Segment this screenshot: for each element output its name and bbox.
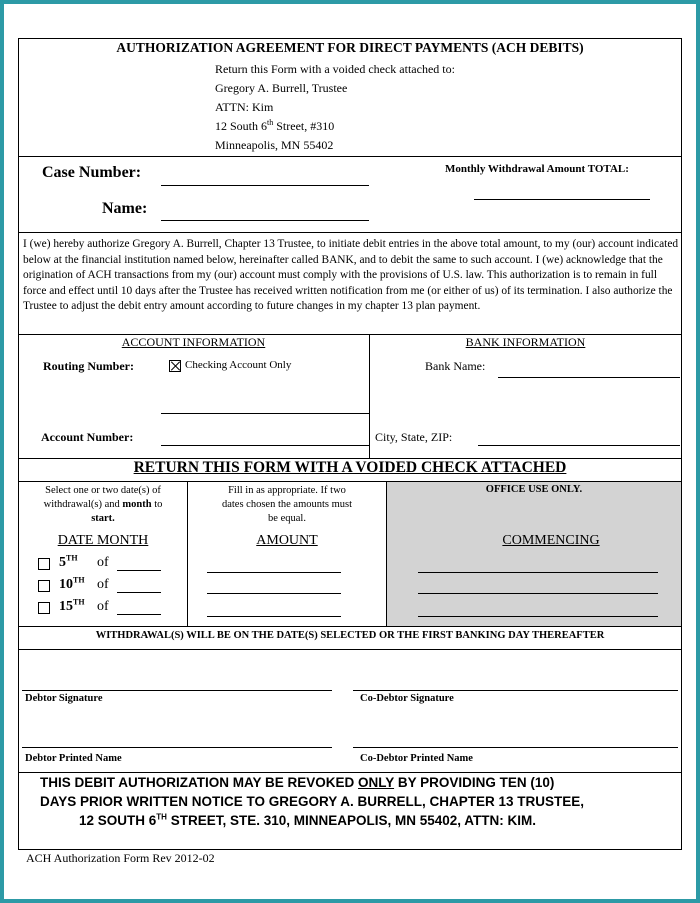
date-10th-number: 10 bbox=[59, 577, 73, 592]
addressee-attn: ATTN: Kim bbox=[215, 100, 274, 114]
bank-name-field[interactable] bbox=[498, 377, 680, 378]
date-instruction-line bbox=[18, 498, 188, 512]
commencing-field-1 bbox=[418, 572, 658, 573]
withdrawal-note: WITHDRAWAL(S) WILL BE ON THE DATE(S) SELECTED OR THE FIRST BANKING DAY THEREAFTER bbox=[95, 630, 605, 641]
debtor-printed-name-line[interactable] bbox=[22, 747, 332, 748]
form-title: AUTHORIZATION AGREEMENT FOR DIRECT PAYMENTS (ACH DEBITS) bbox=[116, 40, 584, 55]
date-5th-of: of bbox=[97, 555, 109, 570]
revocation-post: BY PROVIDING TEN (10) bbox=[394, 775, 555, 790]
date-instruction-line: start. bbox=[91, 513, 115, 524]
account-information-heading: ACCOUNT INFORMATION bbox=[121, 335, 266, 349]
date-5th-sup: TH bbox=[66, 553, 78, 563]
checking-account-label: Checking Account Only bbox=[185, 359, 292, 371]
amount-header: AMOUNT bbox=[256, 533, 318, 548]
commencing-field-2 bbox=[418, 593, 658, 594]
street-suffix: Street, #310 bbox=[273, 119, 335, 133]
date-10th-of: of bbox=[97, 577, 109, 592]
case-number-label: Case Number: bbox=[42, 164, 142, 181]
commencing-header: COMMENCING bbox=[502, 533, 600, 548]
codebtor-signature-line[interactable] bbox=[353, 690, 678, 691]
date-5th-label bbox=[59, 555, 78, 571]
bank-name-label: Bank Name: bbox=[425, 359, 486, 373]
commencing-field-3 bbox=[418, 616, 658, 617]
date-10th-sup: TH bbox=[73, 575, 85, 585]
divider bbox=[18, 772, 682, 773]
revocation-line-1 bbox=[40, 775, 554, 790]
date-instruction-line: Select one or two date(s) of bbox=[45, 485, 161, 496]
return-instruction: Return this Form with a voided check attached to: bbox=[215, 62, 455, 76]
date-instruction-pre: withdrawal(s) and bbox=[43, 499, 123, 510]
amount-instructions bbox=[188, 484, 386, 526]
revocation-address-post: STREET, STE. 310, MINNEAPOLIS, MN 55402, ATTN: KIM. bbox=[166, 813, 537, 828]
monthly-withdrawal-field[interactable] bbox=[474, 199, 650, 200]
date-15th-label bbox=[59, 599, 85, 615]
office-use-heading: OFFICE USE ONLY. bbox=[485, 484, 583, 495]
date-5th-checkbox[interactable] bbox=[38, 558, 50, 570]
codebtor-signature-label: Co-Debtor Signature bbox=[360, 693, 454, 704]
debtor-printed-name-label: Debtor Printed Name bbox=[25, 753, 122, 764]
revocation-pre: THIS DEBIT AUTHORIZATION MAY BE REVOKED bbox=[40, 775, 359, 790]
routing-number-field[interactable] bbox=[161, 413, 369, 414]
divider bbox=[18, 649, 682, 650]
date-instructions bbox=[18, 484, 188, 526]
date-15th-of: of bbox=[97, 599, 109, 614]
revocation-only: ONLY bbox=[358, 775, 395, 790]
account-bank-divider bbox=[369, 334, 370, 458]
account-number-field[interactable] bbox=[161, 445, 369, 446]
bank-information-heading: BANK INFORMATION bbox=[465, 335, 586, 349]
addressee-name: Gregory A. Burrell, Trustee bbox=[215, 81, 348, 95]
authorization-paragraph: I (we) hereby authorize Gregory A. Burrell, Chapter 13 Trustee, to initiate debit entries in the above total amount, to my (our) account indicated below at the financial institution named below, hereinafter called BANK, and to debit the same to such account. I (we) acknowledge that the origination of ACH transactions from my (our) account must comply with the provisions of U.S. law. This authorization is to remain in full force and effect until 10 days after the Trustee has received written notification from me (or either of us) of its termination. I also authorize the Trustee to adjust the debit entry amount according to future changes in my chapter 13 plan payment. bbox=[23, 238, 679, 312]
debtor-signature-line[interactable] bbox=[22, 690, 332, 691]
codebtor-printed-name-line[interactable] bbox=[353, 747, 678, 748]
addressee-city: Minneapolis, MN 55402 bbox=[215, 138, 334, 152]
revocation-line-3 bbox=[79, 813, 536, 828]
divider bbox=[18, 232, 682, 233]
street-prefix: 12 South 6 bbox=[215, 119, 268, 133]
date-month-header: DATE MONTH bbox=[57, 533, 149, 548]
street-sup: th bbox=[267, 118, 274, 127]
city-state-zip-label: City, State, ZIP: bbox=[375, 430, 453, 444]
amount-field-2[interactable] bbox=[207, 593, 341, 594]
office-use-shaded-area bbox=[387, 482, 681, 626]
date-15th-number: 15 bbox=[59, 599, 73, 614]
date-instruction-post: to bbox=[151, 499, 163, 510]
checking-account-checkbox[interactable] bbox=[169, 360, 181, 372]
date-5th-number: 5 bbox=[59, 555, 66, 570]
date-10th-month-field[interactable] bbox=[117, 592, 161, 593]
monthly-withdrawal-label: Monthly Withdrawal Amount TOTAL: bbox=[445, 163, 629, 175]
date-instruction-month: month bbox=[122, 499, 152, 510]
revocation-address-sup: TH bbox=[156, 812, 167, 822]
return-form-banner: RETURN THIS FORM WITH A VOIDED CHECK ATTACHED bbox=[133, 459, 567, 476]
city-state-zip-field[interactable] bbox=[478, 445, 680, 446]
date-15th-month-field[interactable] bbox=[117, 614, 161, 615]
date-15th-checkbox[interactable] bbox=[38, 602, 50, 614]
codebtor-printed-name-label: Co-Debtor Printed Name bbox=[360, 753, 473, 764]
amount-instruction-line: be equal. bbox=[268, 513, 306, 524]
routing-number-label: Routing Number: bbox=[43, 359, 135, 373]
date-5th-month-field[interactable] bbox=[117, 570, 161, 571]
name-label: Name: bbox=[102, 200, 148, 217]
account-number-label: Account Number: bbox=[41, 430, 134, 444]
divider bbox=[18, 156, 682, 157]
divider bbox=[18, 626, 682, 627]
amount-field-3[interactable] bbox=[207, 616, 341, 617]
amount-instruction-line: dates chosen the amounts must bbox=[221, 499, 353, 510]
amount-field-1[interactable] bbox=[207, 572, 341, 573]
amount-instruction-line: Fill in as appropriate. If two bbox=[228, 485, 346, 496]
addressee-street bbox=[215, 119, 334, 134]
date-10th-label bbox=[59, 577, 85, 593]
ach-authorization-form bbox=[4, 4, 696, 899]
debtor-signature-label: Debtor Signature bbox=[25, 693, 103, 704]
case-number-field[interactable] bbox=[161, 185, 369, 186]
revocation-line-2: DAYS PRIOR WRITTEN NOTICE TO GREGORY A. BURRELL, CHAPTER 13 TRUSTEE, bbox=[40, 794, 585, 809]
date-15th-sup: TH bbox=[73, 597, 85, 607]
form-revision-footer: ACH Authorization Form Rev 2012-02 bbox=[26, 851, 215, 865]
column-divider bbox=[386, 481, 387, 626]
revocation-address-pre: 12 SOUTH 6 bbox=[79, 813, 157, 828]
name-field[interactable] bbox=[161, 220, 369, 221]
date-10th-checkbox[interactable] bbox=[38, 580, 50, 592]
